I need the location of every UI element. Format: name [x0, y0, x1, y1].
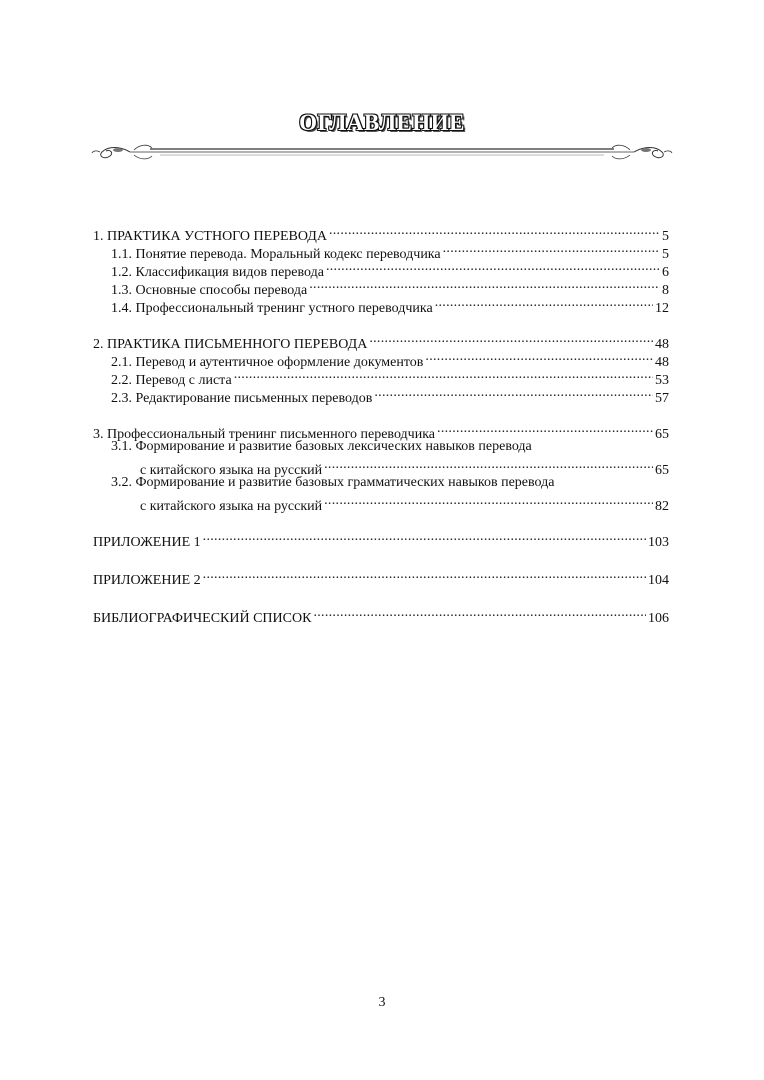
- dot-leader: [326, 258, 660, 276]
- toc-entry-label: 1.4. Профессиональный тренинг устного переводчика: [111, 301, 433, 316]
- toc-entry-label-continued: с китайского языка на русский: [140, 499, 323, 514]
- scroll-divider-ornament: [90, 138, 674, 164]
- dot-leader: [234, 366, 653, 384]
- dot-leader: [425, 348, 653, 366]
- toc-entry-label: 2. ПРАКТИКА ПИСЬМЕННОГО ПЕРЕВОДА: [93, 337, 368, 352]
- toc-entry[interactable]: [93, 420, 669, 442]
- dot-leader: [309, 276, 660, 294]
- toc-page-number: 104: [648, 573, 669, 588]
- toc-section-1: [93, 222, 669, 316]
- toc-section-2: [93, 330, 669, 406]
- toc-page-number: 8: [662, 283, 669, 298]
- toc-page-number: 5: [662, 247, 669, 262]
- toc-page-number: 57: [655, 391, 669, 406]
- dot-leader: [369, 330, 653, 348]
- toc-page-number: 12: [655, 301, 669, 316]
- toc-entry-label: 1. ПРАКТИКА УСТНОГО ПЕРЕВОДА: [93, 229, 327, 244]
- dot-leader: [329, 222, 660, 240]
- toc-entry-label: 3.1. Формирование и развитие базовых лексических навыков перевода: [111, 439, 532, 454]
- toc-entry-label: 2.3. Редактирование письменных переводов: [111, 391, 373, 406]
- toc-entry-label: 3.2. Формирование и развитие базовых грамматических навыков перевода: [111, 475, 555, 490]
- toc-bibliography: [93, 604, 669, 626]
- toc-entry-label: 2.2. Перевод с листа: [111, 373, 232, 388]
- toc-entry[interactable]: [93, 474, 669, 514]
- toc-entry-label: БИБЛИОГРАФИЧЕСКИЙ СПИСОК: [93, 611, 312, 626]
- toc-entry[interactable]: [93, 604, 669, 626]
- toc-page-number: 5: [662, 229, 669, 244]
- toc-entry-label-continued: с китайского языка на русский: [140, 463, 323, 478]
- toc-page-number: 6: [662, 265, 669, 280]
- table-of-contents: [93, 222, 669, 640]
- toc-entry-label: 1.2. Классификация видов перевода: [111, 265, 324, 280]
- dot-leader: [443, 240, 660, 258]
- toc-section-3: [93, 420, 669, 514]
- toc-entry[interactable]: [93, 528, 669, 550]
- dot-leader: [203, 528, 646, 546]
- page-title: ОГЛАВЛЕНИЕ: [299, 110, 465, 135]
- toc-page-number: 82: [655, 499, 669, 514]
- toc-page-number: 53: [655, 373, 669, 388]
- toc-entry-label: 3. Профессиональный тренинг письменного переводчика: [93, 427, 436, 442]
- toc-appendix-2: [93, 566, 669, 588]
- toc-entry[interactable]: [93, 566, 669, 588]
- toc-page-number: 106: [648, 611, 669, 626]
- dot-leader: [435, 294, 653, 312]
- toc-appendix-1: [93, 528, 669, 550]
- toc-page-number: 65: [655, 427, 669, 442]
- dot-leader: [313, 604, 646, 622]
- toc-entry-label: ПРИЛОЖЕНИЕ 1: [93, 535, 201, 550]
- toc-page-number: 103: [648, 535, 669, 550]
- dot-leader: [374, 384, 653, 402]
- toc-entry[interactable]: [93, 330, 669, 352]
- toc-entry-label: 1.3. Основные способы перевода: [111, 283, 308, 298]
- toc-entry[interactable]: [93, 222, 669, 244]
- toc-page-number: 65: [655, 463, 669, 478]
- dot-leader: [437, 420, 653, 438]
- toc-page-number: 48: [655, 355, 669, 370]
- page-number: 3: [378, 995, 386, 1010]
- dot-leader: [324, 492, 653, 510]
- toc-entry-label: 1.1. Понятие перевода. Моральный кодекс переводчика: [111, 247, 441, 262]
- toc-entry[interactable]: [93, 438, 669, 478]
- toc-entry-label: ПРИЛОЖЕНИЕ 2: [93, 573, 201, 588]
- dot-leader: [324, 456, 653, 474]
- toc-page-number: 48: [655, 337, 669, 352]
- dot-leader: [203, 566, 646, 584]
- toc-entry-label: 2.1. Перевод и аутентичное оформление документов: [111, 355, 424, 370]
